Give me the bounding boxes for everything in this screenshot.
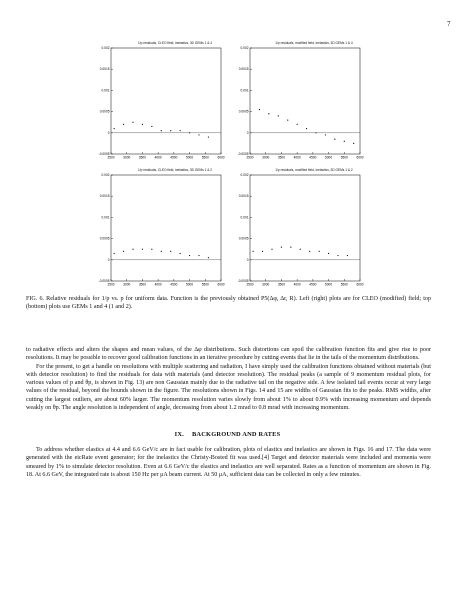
x-tick-label: 5000 bbox=[325, 282, 333, 287]
y-tick-label: 0 bbox=[246, 130, 249, 135]
scatter-plot bbox=[232, 173, 378, 290]
plot-panel-bottom-right bbox=[232, 168, 378, 290]
data-point bbox=[353, 143, 354, 144]
data-point bbox=[123, 251, 124, 252]
plot-title: 1/p residuals, CLEO field, inelastics, 3D GEMs 1 & 4 bbox=[137, 41, 213, 45]
y-tick-label: -0.0005 bbox=[98, 152, 110, 156]
x-tick-label: 4000 bbox=[293, 282, 301, 287]
x-tick-label: 3500 bbox=[277, 155, 285, 160]
x-tick-label: 2500 bbox=[107, 282, 115, 287]
x-tick-label: 5500 bbox=[340, 282, 348, 287]
x-tick-label: 6000 bbox=[356, 155, 364, 160]
data-point bbox=[142, 124, 143, 125]
data-point bbox=[259, 109, 260, 110]
y-tick-label: 0.0015 bbox=[99, 194, 110, 199]
x-tick-label: 5500 bbox=[201, 155, 209, 160]
x-tick-label: 2500 bbox=[107, 155, 115, 160]
data-point bbox=[189, 255, 190, 256]
section-heading bbox=[0, 431, 463, 438]
data-point bbox=[170, 130, 171, 131]
y-tick-label: 0.001 bbox=[101, 88, 110, 93]
data-point bbox=[347, 255, 348, 256]
y-tick-label: 0.0005 bbox=[238, 109, 249, 114]
data-point bbox=[198, 255, 199, 256]
y-tick-label: 0 bbox=[107, 130, 110, 135]
data-point bbox=[180, 253, 181, 254]
plot-panel-bottom-left bbox=[93, 168, 239, 290]
data-point bbox=[170, 251, 171, 252]
data-point bbox=[306, 128, 307, 129]
data-point bbox=[315, 132, 316, 133]
data-point bbox=[287, 119, 288, 120]
data-point bbox=[208, 136, 209, 137]
data-point bbox=[262, 251, 263, 252]
section-title: BACKGROUND AND RATES bbox=[191, 431, 281, 438]
x-tick-label: 4000 bbox=[154, 155, 162, 160]
paragraph: to radiative effects and alters the shapes and mean values, of the Δφ distributions. Such distortions can spoil the calibration function fits and give rise to poor resolutions. It may be possible to recover good calibration functions in an iterative procedure by cutting events that lie in the tails of the momentum distributions. bbox=[26, 347, 431, 362]
y-tick-label: 0 bbox=[246, 257, 249, 262]
data-point bbox=[253, 251, 254, 252]
x-tick-label: 4500 bbox=[309, 155, 317, 160]
y-tick-label: 0.0005 bbox=[99, 109, 110, 114]
plot-title: 1/p residuals, modified field, inelastics, 3D GEMs 1 & 2 bbox=[275, 168, 353, 172]
data-point bbox=[334, 139, 335, 140]
x-tick-label: 4500 bbox=[309, 282, 317, 287]
data-point bbox=[297, 124, 298, 125]
data-point bbox=[142, 249, 143, 250]
x-tick-label: 4000 bbox=[154, 282, 162, 287]
figure-caption: FIG. 6. Relative residuals for 1/p vs. p for uniform data. Function is the previously obtained P5(Δφ, Δr, R). Left (right) plots are for CLEO (modified) field; top (bottom) plots use GEMs 1 and 4 (1 and 2). bbox=[26, 296, 431, 311]
data-point bbox=[290, 246, 291, 247]
plot-frame bbox=[111, 175, 221, 281]
y-tick-label: 0 bbox=[107, 257, 110, 262]
y-tick-label: 0.002 bbox=[101, 46, 110, 50]
data-point bbox=[268, 113, 269, 114]
data-point bbox=[271, 249, 272, 250]
plot-frame bbox=[111, 48, 221, 154]
x-tick-label: 2500 bbox=[246, 282, 254, 287]
x-tick-label: 6000 bbox=[356, 282, 364, 287]
plot-frame bbox=[250, 175, 360, 281]
x-tick-label: 5500 bbox=[340, 155, 348, 160]
x-tick-label: 5000 bbox=[186, 155, 194, 160]
y-tick-label: 0.002 bbox=[101, 173, 110, 177]
scatter-plot bbox=[93, 173, 239, 290]
data-point bbox=[161, 130, 162, 131]
x-tick-label: 4500 bbox=[170, 282, 178, 287]
x-tick-label: 4000 bbox=[293, 155, 301, 160]
data-point bbox=[114, 128, 115, 129]
x-tick-label: 4500 bbox=[170, 155, 178, 160]
y-tick-label: 0.001 bbox=[240, 215, 249, 220]
x-tick-label: 5000 bbox=[186, 282, 194, 287]
data-point bbox=[151, 249, 152, 250]
y-tick-label: 0.0005 bbox=[99, 236, 110, 241]
y-tick-label: -0.0005 bbox=[237, 279, 249, 283]
y-tick-label: 0.002 bbox=[240, 46, 249, 50]
data-point bbox=[189, 132, 190, 133]
data-point bbox=[161, 251, 162, 252]
scatter-plot bbox=[232, 46, 378, 163]
data-point bbox=[309, 251, 310, 252]
plot-frame bbox=[250, 48, 360, 154]
y-tick-label: 0.001 bbox=[240, 88, 249, 93]
x-tick-label: 2500 bbox=[246, 155, 254, 160]
paragraph: For the present, to get a handle on resolutions with multiple scattering and radiation, I have simply used the calibration functions obtained without materials (but with detector resolution) to find the residuals for data with materials (and detector resolution). The residual peaks (a sample of 9 momentum residual plots, for various values of p and θp, is shown in Fig. 13) are non Gaussian mainly due to the radiative tail on the negative side. A few isolated tail events occur at very large values of the residual, beyond the bounds shown in the figure. The resolutions shown in Figs. 14 and 15 are widths of Gaussian fits to the peaks. RMS widths, after cutting the largest outliers, are about 60% larger. The momentum resolution varies slowly from about 1% to about 0.9% with increasing momentum and depends weakly on θp. The angle resolution is independent of angle, decreasing from about 1.2 mrad to 0.8 mrad with increasing momentum. bbox=[26, 363, 431, 412]
paragraph: To address whether elastics at 4.4 and 6.6 GeV/c are in fact usable for calibration, plots of elastics and inelastics are shown in Figs. 16 and 17. The data were generated with the eicRate event generator; for the inelastics the Christy-Bosted fit was used.[4] Target and detector materials were included and momenta were smeared by 1% to simulate detector resolution. Even at 6.6 GeV/c the elastics and inelastics are well separated. Rates as a function of momentum are shown in Fig. 18. At 6.6 GeV, the integrated rate is about 150 Hz per μA beam current. At 50 μA, sufficient data can be collected in only a few minutes. bbox=[26, 447, 431, 478]
x-tick-label: 3000 bbox=[262, 155, 270, 160]
x-tick-label: 3000 bbox=[123, 155, 131, 160]
y-tick-label: 0.0005 bbox=[238, 236, 249, 241]
page-number: 7 bbox=[447, 20, 451, 28]
y-tick-label: 0.0015 bbox=[238, 194, 249, 199]
x-tick-label: 3500 bbox=[277, 282, 285, 287]
data-point bbox=[325, 134, 326, 135]
data-point bbox=[151, 126, 152, 127]
data-point bbox=[281, 246, 282, 247]
data-point bbox=[114, 253, 115, 254]
y-tick-label: -0.0005 bbox=[98, 279, 110, 283]
data-point bbox=[132, 122, 133, 123]
body-text-lower bbox=[26, 446, 431, 479]
data-point bbox=[300, 249, 301, 250]
scatter-plot bbox=[93, 46, 239, 163]
x-tick-label: 5500 bbox=[201, 282, 209, 287]
plot-panel-top-right bbox=[232, 41, 378, 163]
plot-title: 1/p residuals, modified field, inelastics, 3D GEMs 1 & 4 bbox=[275, 41, 353, 45]
x-tick-label: 6000 bbox=[217, 155, 225, 160]
x-tick-label: 6000 bbox=[217, 282, 225, 287]
y-tick-label: 0.0015 bbox=[238, 67, 249, 72]
y-tick-label: 0.001 bbox=[101, 215, 110, 220]
x-tick-label: 3500 bbox=[138, 282, 146, 287]
x-tick-label: 3000 bbox=[262, 282, 270, 287]
data-point bbox=[328, 253, 329, 254]
section-number: IX. bbox=[174, 431, 184, 438]
plot-title: 1/p residuals, CLEO field, inelastics, 3D GEMs 1 & 2 bbox=[137, 168, 213, 172]
data-point bbox=[208, 257, 209, 258]
data-point bbox=[319, 251, 320, 252]
data-point bbox=[278, 115, 279, 116]
data-point bbox=[123, 124, 124, 125]
y-tick-label: -0.0005 bbox=[237, 152, 249, 156]
body-text-upper bbox=[26, 346, 431, 412]
data-point bbox=[344, 141, 345, 142]
data-point bbox=[132, 249, 133, 250]
data-point bbox=[198, 134, 199, 135]
x-tick-label: 5000 bbox=[325, 155, 333, 160]
x-tick-label: 3500 bbox=[138, 155, 146, 160]
x-tick-label: 3000 bbox=[123, 282, 131, 287]
data-point bbox=[337, 255, 338, 256]
plot-panel-top-left bbox=[93, 41, 239, 163]
y-tick-label: 0.002 bbox=[240, 173, 249, 177]
data-point bbox=[180, 130, 181, 131]
y-tick-label: 0.0015 bbox=[99, 67, 110, 72]
